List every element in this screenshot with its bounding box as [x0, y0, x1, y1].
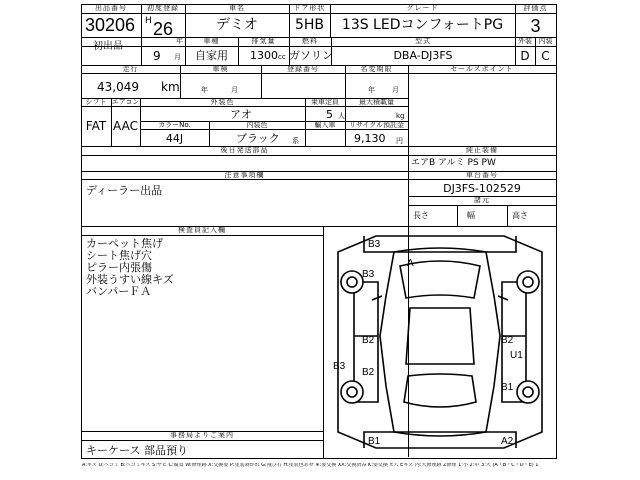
legend: A:キズ U:ヘコミ B:ヘコミキズ S:サビ C:腐食 W:修理跡 X:交換要 P:塗装剥がれ G:飛び石 H:塗装色あせ ※:要交換 XX:交換済み K:要交換 Y:穴 Eキズ 内:大修理跡 Z修理 1:小 2:中 3:大 (A・B・C・D・E) 1	[82, 463, 539, 468]
load-unit: kg	[396, 112, 405, 120]
mileage: 43,049	[97, 80, 139, 94]
lot-number: 30206	[85, 15, 136, 35]
car-name: デミオ	[216, 17, 258, 33]
displacement: 1300	[250, 49, 278, 62]
score: 3	[530, 16, 541, 36]
damage-mark: B2	[362, 335, 375, 346]
options-header: 純正装備	[466, 146, 498, 154]
first-time-listing: 初出品	[93, 41, 123, 52]
grade: 13S LEDコンフォートPG	[341, 17, 504, 33]
seats: 5	[326, 108, 333, 121]
ac-header: エアコン	[111, 98, 140, 106]
vehicle-type: 自家用	[195, 49, 228, 62]
reg-year: 26	[153, 19, 174, 39]
damage-mark: B3	[333, 361, 346, 372]
later-docs-header: 後日発送部品	[220, 146, 269, 154]
type-header: 車種	[203, 37, 220, 45]
name-change-header: 名変期限	[360, 65, 393, 73]
selling-points-header: セールスポイント	[450, 65, 514, 73]
inspector-note: カーペット焦げ	[86, 237, 163, 250]
shift: FAT	[85, 119, 107, 133]
int-color-suffix: 系	[292, 137, 299, 145]
reg-year-suffix: 年	[176, 37, 183, 45]
options: エアB アルミ PS PW	[411, 158, 496, 168]
model-header: 型式	[415, 37, 431, 45]
color-header: 外装色	[210, 98, 235, 106]
chassis-header: 車台番号	[466, 171, 498, 179]
damage-mark: B1	[368, 436, 381, 447]
damage-mark: B2	[362, 367, 375, 378]
damage-mark: A	[407, 258, 414, 269]
grid-line	[408, 205, 556, 206]
inspector-header: 検査員記入欄	[178, 226, 226, 234]
recycle-header: リサイクル預託金	[348, 121, 405, 129]
seats-unit: 人	[338, 112, 345, 120]
era: H	[145, 16, 152, 26]
seats-header: 乗車定員	[311, 98, 339, 106]
grid-line	[81, 179, 408, 180]
name-change-year: 年	[368, 86, 375, 94]
grid-line	[408, 179, 556, 180]
grid-line	[81, 155, 408, 156]
office-note: キーケース 部品預り	[86, 444, 188, 457]
dim-width: 幅	[467, 211, 475, 220]
shift-header: シフト	[85, 98, 107, 106]
grid-line	[141, 4, 142, 65]
interior-grade: C	[541, 49, 550, 63]
grid-line	[408, 155, 556, 156]
lot-number-header: 出品番号	[95, 4, 127, 12]
recycle-unit: 円	[396, 137, 403, 145]
first-reg-header: 初度登録	[147, 4, 179, 12]
fuel: ガソリン	[289, 49, 333, 62]
grid-line	[81, 235, 323, 236]
inspection-month: 月	[231, 86, 238, 94]
grid-line	[457, 205, 458, 226]
notes: ディーラー出品	[86, 184, 163, 197]
dim-length: 長さ	[413, 211, 429, 220]
interior-header: 内装	[538, 37, 553, 45]
reg-no-header: 登録番号	[287, 65, 319, 73]
color-no-header: カラーNo.	[158, 121, 191, 129]
name-change-month: 月	[392, 86, 399, 94]
inspection-year: 年	[201, 86, 208, 94]
grid-line	[81, 73, 557, 74]
doors: 5HB	[294, 17, 325, 33]
int-color-header: 内装色	[246, 121, 268, 129]
recycle: 9,130	[354, 132, 386, 145]
exterior-grade: D	[520, 49, 530, 63]
damage-mark: U1	[510, 350, 523, 361]
notes-header: 注意事項欄	[224, 171, 265, 179]
inspector-note: ピラー内張傷	[86, 261, 152, 274]
color-no: 44J	[165, 132, 184, 145]
score-header: 評価点	[523, 4, 548, 12]
grid-line	[81, 106, 408, 107]
inspector-note: 外装うすい線キズ	[86, 273, 174, 286]
grid-line	[81, 46, 556, 47]
import-header: 輸入車	[314, 121, 336, 129]
car-damage-diagram	[324, 226, 556, 458]
mileage-unit: km	[161, 80, 180, 94]
grid-line	[81, 458, 557, 459]
exterior-header: 外装	[518, 37, 532, 45]
fuel-header: 燃料	[302, 37, 318, 45]
damage-mark: B2	[501, 335, 514, 346]
damage-mark: B1	[501, 382, 514, 393]
doors-header: ドア形状	[293, 4, 326, 12]
reg-month-suffix: 月	[174, 53, 181, 61]
office-header: 事務局よりご案内	[170, 431, 234, 439]
int-color: ブラック	[236, 132, 280, 145]
grid-line	[507, 205, 508, 226]
grade-header: グレード	[406, 4, 439, 12]
grid-line	[81, 13, 556, 14]
load-header: 最大積載量	[359, 98, 394, 106]
displacement-unit: cc	[278, 53, 286, 61]
grid-line	[81, 440, 323, 441]
dims-header: 諸元	[474, 196, 490, 204]
damage-mark: B3	[362, 269, 375, 280]
ac: AAC	[113, 119, 138, 133]
displacement-header: 排気量	[251, 37, 276, 45]
inspector-note: バンパーＦＡ	[86, 285, 152, 298]
damage-mark: A2	[501, 436, 514, 447]
grid-line	[140, 129, 408, 130]
mileage-header: 走行	[122, 65, 139, 73]
inspector-note: シート焦げ穴	[86, 249, 152, 262]
model: DBA-DJ3FS	[393, 49, 453, 62]
color: アオ	[230, 108, 252, 121]
damage-mark: B3	[368, 239, 381, 250]
car-name-header: 車名	[229, 4, 245, 12]
reg-month: 9	[153, 49, 161, 63]
dim-height: 高さ	[512, 211, 528, 220]
inspection-header: 車検	[212, 65, 229, 73]
chassis: DJ3FS-102529	[443, 182, 521, 195]
